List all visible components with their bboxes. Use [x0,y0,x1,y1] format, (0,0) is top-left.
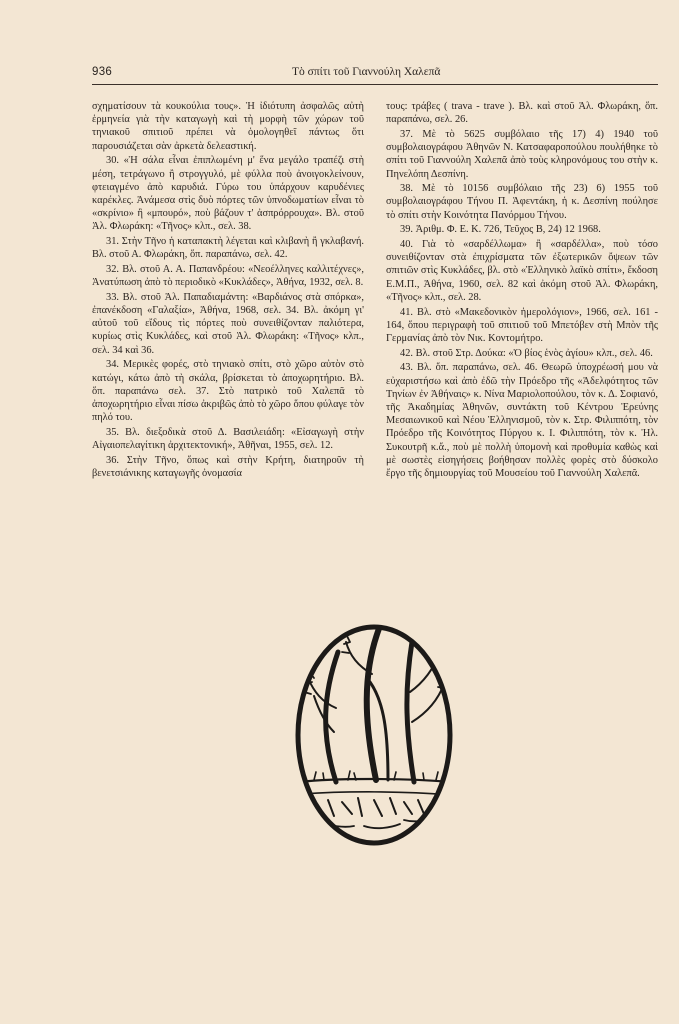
page-number: 936 [92,66,113,78]
footnote-43: 43. Βλ. ὅπ. παραπάνω, σελ. 46. Θεωρῶ ὑποχρέωσή μου νὰ εὐχαριστήσω καὶ ἀπὸ ἐδῶ τὴν Πρόεδρο τῆς «Ἀδελφότητος τῶν Τηνίων ἐν Ἀθήναις» κ. Νίνα Μαριολοπούλου, τὸν κ. Δ. Σοφιανό, τῆς Ἀκαδημίας Ἀθηνῶν, συντάκτη τοῦ Κέντρου Ἐρεύνης Μεσαιωνικοῦ καὶ Νέου Ἑλληνισμοῦ, τὸν κ. Στρ. Φιλιππότη, τὸν Πρόεδρο τῆς Κοινότητος Πύργου κ. Ι. Φιλιππότη, τὸν κ. Ἠλ. Συκουτρῆ κ.ἄ., ποὺ μὲ πολλὴ ὑπομονὴ καὶ προθυμία καθὼς καὶ μὲ σωστὲς εἰσηγήσεις βοήθησαν πολλὲς φορὲς στὸ δύσκολο ἔργο τῆς δημιουργίας τοῦ Μουσείου τοῦ Γιαννούλη Χαλεπᾶ. [386,362,658,479]
footnote-36: 36. Στὴν Τῆνο, ὅπως καὶ στὴν Κρήτη, διατηροῦν τὴ βενετσιάνικης καταγωγῆς ὀνομασία [92,454,364,479]
footnote-37: 37. Μὲ τὸ 5625 συμβόλαιο τῆς 17) 4) 1940 τοῦ συμβολαιογράφου Ἀθηνῶν Ν. Κατσαφαροπούλου πουλήθηκε τὸ σπίτι τοῦ Γιαννούλη Χαλεπᾶ ἀπὸ τοὺς κληρονόμους του στὴν κ. Πηνελόπη Δεσπίνη. [386,128,658,180]
footnote-30: 30. «Ἡ σάλα εἶναι ἐπιπλωμένη μ' ἕνα μεγάλο τραπέζι στὴ μέση, τετράγωνο ἢ στρογγυλό, μὲ φύλλα ποὺ ἀνοιγοκλείνουν, φτειαγμένο ἀπὸ καρυδιά. Γύρω του ὑπάρχουν καρυδένιες καρέκλες. Ἀνάμεσα στὶς δυὸ πόρτες τῶν ὑπνοδωματίων εἶναι τὸ «σκρίνιο» ἢ «μπουρό», ποὺ βάζουν τ' ἀσπρόρρουχα». Βλ. στοῦ Ἀλ. Φλωράκη: «Τῆνος» κλπ., σελ. 38. [92,155,364,233]
footnote-35: 35. Βλ. διεξοδικὰ στοῦ Δ. Βασιλειάδη: «Εἰσαγωγὴ στὴν Αἰγαιοπελαγίτικη ἀρχιτεκτονική», Ἀθῆναι, 1955, σελ. 12. [92,426,364,452]
footnote-34: 34. Μερικὲς φορές, στὸ τηνιακὸ σπίτι, στὸ χῶρο αὐτὸν στὸ κατώγι, κάτω ἀπὸ τὴ σκάλα, βρίσκεται τὸ ἀποχωρητήριο. Βλ. ὅπ. παραπάνω σελ. 37. Στὸ πατρικὸ τοῦ Χαλεπᾶ τὸ ἀποχωρητήριο εἶναι πίσω ἀκριβῶς ἀπὸ τὸ χῶρο ὅπου φύλαγε τὸν πηλό του. [92,359,364,424]
left-column [92,100,364,482]
footnote-32: 32. Βλ. στοῦ Α. Α. Παπανδρέου: «Νεοέλληνες καλλιτέχνες», Ἀνατύπωση ἀπὸ τὸ περιοδικὸ «Κυκλάδες», Ἀθήνα, 1932, σελ. 8. [92,263,364,289]
footnote-31: 31. Στὴν Τῆνο ἡ καταπακτὴ λέγεται καὶ κλιβανὴ ἢ γκλαβανή. Βλ. στοῦ Α. Φλωράκη, ὅπ. παραπάνω, σελ. 42. [92,236,364,261]
running-title: Τὸ σπίτι τοῦ Γιαννούλη Χαλεπᾶ [292,66,441,78]
page-header [92,66,658,85]
footnote-38: 38. Μὲ τὸ 10156 συμβόλαιο τῆς 23) 6) 1955 τοῦ συμβολαιογράφου Τήνου Π. Ἀφεντάκη, ἡ κ. Δεσπίνη πούλησε τὸ σπίτι στὴν Κοινότητα Πανόρμου Τήνου. [386,183,658,221]
footnote-paragraph: σχηματίσουν τὰ κουκούλια τους». Ἡ ἰδιότυπη ἀσφαλῶς αὐτὴ ἑρμηνεία γιὰ τὴν καταγωγὴ καὶ τὴ μορφὴ τῶν χώρων τοῦ τηνιακοῦ σπιτιοῦ πρέπει νὰ ὁμολογηθεῖ πάντως ὅτι παρουσιάζεται σὰν ἀρκετὰ δελεαστική. [92,101,364,152]
footnote-41: 41. Βλ. στὸ «Μακεδονικὸν ἡμερολόγιον», 1966, σελ. 161 - 164, ὅπου περιγραφὴ τοῦ σπιτιοῦ τοῦ Μπετόβεν στὴ Μπὸν τῆς Γερμανίας ἀπὸ τὸν Νικ. Κοντομήτρο. [386,306,658,344]
footnote-39: 39. Ἀριθμ. Φ. Ε. Κ. 726, Τεῦχος Β, 24) 12 1968. [400,224,601,236]
footnote-33: 33. Βλ. στοῦ Ἀλ. Παπαδιαμάντη: «Βαρδιάνος στὰ σπόρκα», ἐπανέκδοση «Γαλαξία», Ἀθήνα, 1968, σελ. 34. Βλ. ἀκόμη γι' αὐτοῦ τοῦ εἴδους τὶς πόρτες ποὺ συνειθίζονταν παλιότερα, κυρίως στὶς Κυκλάδες, καὶ στοῦ Ἀλ. Φλωράκη: «Τῆνος» κλπ., σελ. 34 καὶ 36. [92,291,364,356]
right-column [386,100,658,482]
oval-tree-woodcut-icon [284,612,464,858]
footnote-42: 42. Βλ. στοῦ Στρ. Δούκα: «Ὁ βίος ἑνὸς ἀγίου» κλπ., σελ. 46. [400,347,653,359]
footnote-40: 40. Γιὰ τὸ «σαρδέλλωμα» ἢ «σαρδέλλα», ποὺ τόσο συνειθίζονταν στὰ ἐπιχρίσματα τῶν ἐξωτερικῶν ὄψεων τῶν σπιτιῶν στὶς Κυκλάδες, βλ. στὸ «Ἑλληνικὸ λαϊκὸ σπίτι», ἔκδοση Ε.Μ.Π., Ἀθήνα, 1960, σελ. 82 καὶ ἀκόμη στοῦ Ἀλ. Φλωράκη, «Τῆνος» κλπ., σελ. 28. [386,239,658,303]
footnote-36-continued: τους: τράβες ( trava - trave ). Βλ. καὶ στοῦ Ἀλ. Φλωράκη, ὅπ. παραπάνω, σελ. 26. [386,101,658,126]
